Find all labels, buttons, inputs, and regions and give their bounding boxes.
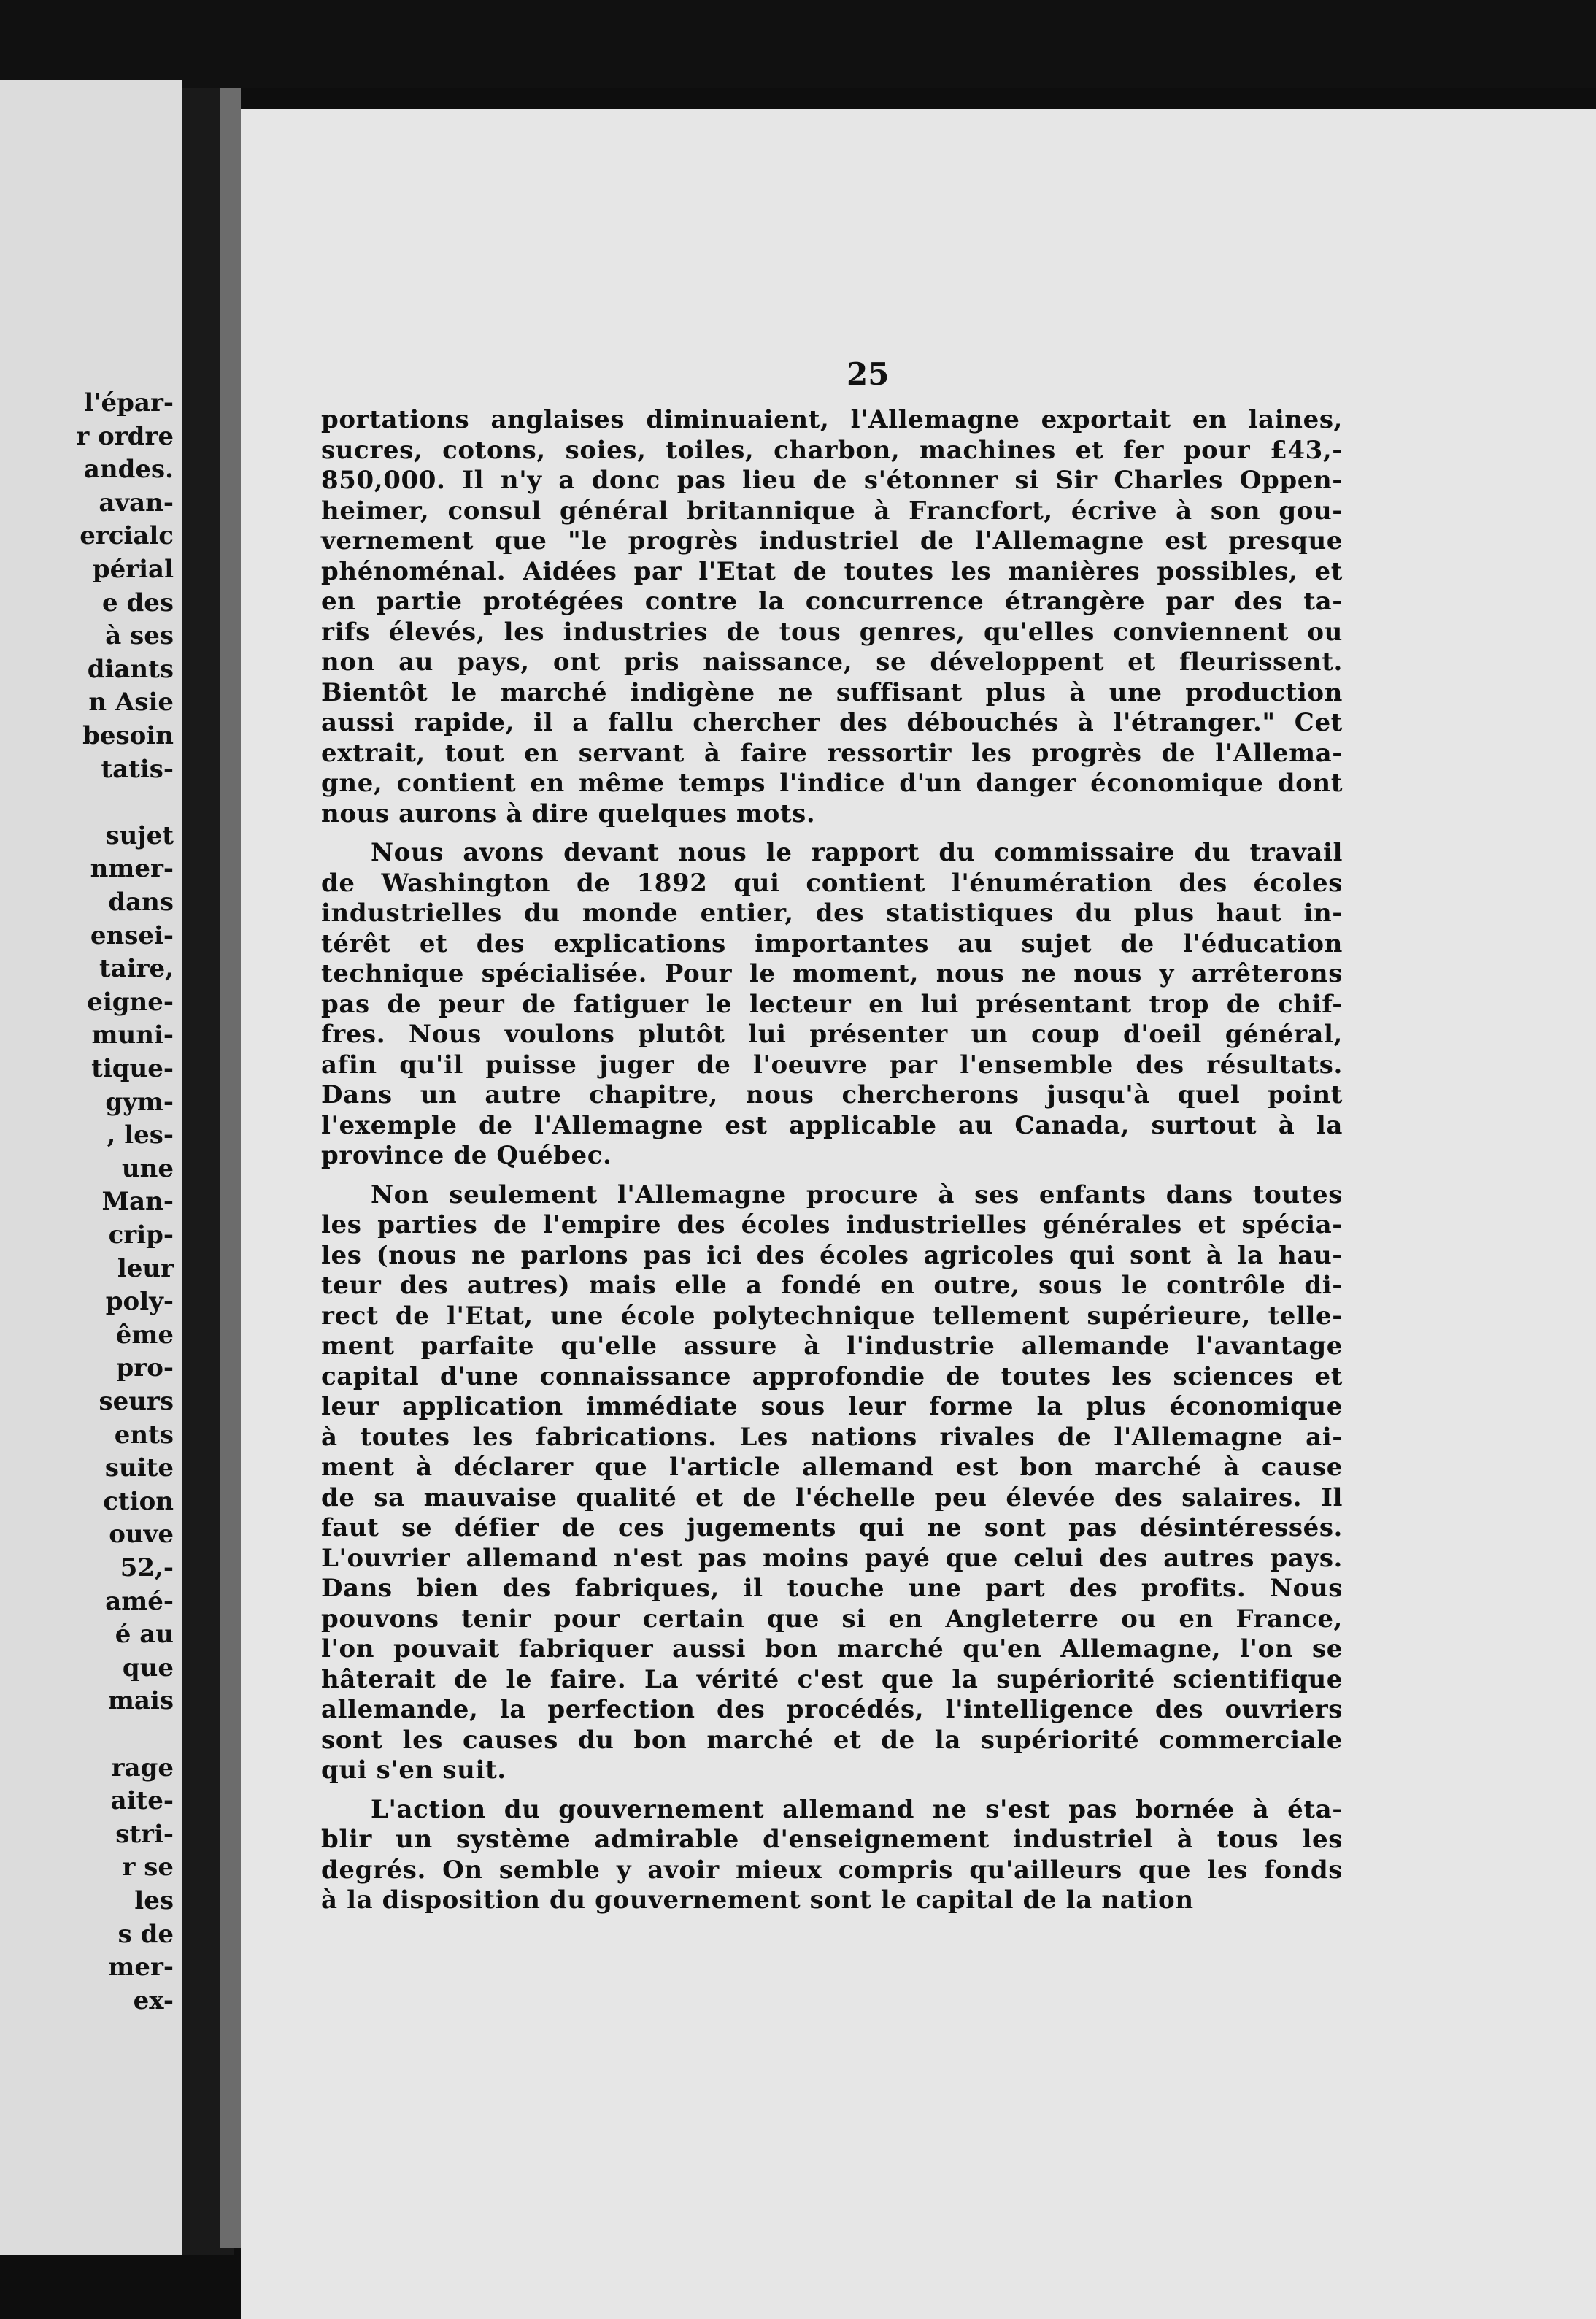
text-line: nous aurons à dire quelques mots.	[321, 799, 816, 828]
previous-page-line: diants	[87, 654, 174, 684]
previous-page-line: mais	[107, 1686, 174, 1716]
previous-page-line: nmer-	[90, 854, 174, 884]
previous-page-line: é au	[115, 1620, 174, 1650]
text-line: allemande, la perfection des procédés, l'intelligence des ouvriers	[321, 1695, 1343, 1724]
text-line: Dans un autre chapitre, nous chercherons jusqu'à quel point	[321, 1080, 1343, 1109]
previous-page-line: aite-	[110, 1786, 174, 1816]
text-line: portations anglaises diminuaient, l'Allemagne exportait en laines,	[321, 405, 1343, 434]
text-line: pas de peur de fatiguer le lecteur en lui présentant trop de chif-	[321, 989, 1343, 1019]
previous-page-line: ême	[115, 1320, 174, 1350]
previous-page-line: périal	[92, 555, 174, 584]
text-line: sont les causes du bon marché et de la supériorité commerciale	[321, 1725, 1343, 1755]
previous-page-line: ensei-	[90, 920, 174, 950]
previous-page-line: stri-	[115, 1819, 174, 1849]
text-line: pouvons tenir pour certain que si en Angleterre ou en France,	[321, 1604, 1343, 1634]
previous-page-line: les	[134, 1886, 174, 1915]
previous-page-line: s de	[117, 1919, 174, 1949]
text-line: aussi rapide, il a fallu chercher des débouchés à l'étranger." Cet	[321, 708, 1343, 737]
text-line: l'on pouvait fabriquer aussi bon marché qu'en Allemagne, l'on se	[321, 1634, 1343, 1664]
previous-page-line: ents	[114, 1420, 174, 1450]
paragraph	[321, 1795, 1343, 1916]
text-line: blir un système admirable d'enseignement industriel à tous les	[321, 1825, 1343, 1854]
text-line: degrés. On semble y avoir mieux compris qu'ailleurs que les fonds	[321, 1855, 1343, 1885]
text-line: hâterait de le faire. La vérité c'est que la supériorité scientifique	[321, 1664, 1343, 1694]
previous-page-line: r se	[122, 1853, 174, 1882]
previous-page-line: e des	[101, 588, 174, 618]
previous-page-line: sujet	[105, 820, 174, 850]
previous-page-line: 52,-	[120, 1553, 174, 1582]
text-line: afin qu'il puisse juger de l'oeuvre par l'ensemble des résultats.	[321, 1050, 1343, 1080]
previous-page-line: gym-	[105, 1087, 174, 1117]
page-body-text	[321, 405, 1343, 1916]
text-line: non au pays, ont pris naissance, se développent et fleurissent.	[321, 647, 1343, 677]
text-line: rifs élevés, les industries de tous genres, qu'elles conviennent ou	[321, 617, 1343, 647]
previous-page-line: mer-	[108, 1953, 174, 1983]
text-line: de sa mauvaise qualité et de l'échelle peu élevée des salaires. Il	[321, 1482, 1343, 1512]
previous-page-line: tique-	[91, 1054, 174, 1083]
text-line: Dans bien des fabriques, il touche une part des profits. Nous	[321, 1574, 1343, 1603]
previous-page-line: leur	[117, 1253, 174, 1283]
previous-page-line: r ordre	[76, 421, 174, 451]
previous-page-line: poly-	[105, 1287, 174, 1317]
text-line: L'ouvrier allemand n'est pas moins payé que celui des autres pays.	[321, 1543, 1343, 1573]
text-line: en partie protégées contre la concurrence étrangère par des ta-	[321, 587, 1343, 616]
paragraph	[321, 838, 1343, 1172]
previous-page-line: n Asie	[88, 688, 174, 718]
text-line: qui s'en suit.	[321, 1755, 506, 1785]
text-line: capital d'une connaissance approfondie de toutes les sciences et	[321, 1361, 1343, 1391]
text-line: heimer, consul général britannique à Francfort, écrive à son gou-	[321, 496, 1343, 526]
text-line: technique spécialisée. Pour le moment, nous ne nous y arrêterons	[321, 959, 1343, 988]
previous-page-line: une	[121, 1153, 174, 1183]
text-line: phénoménal. Aidées par l'Etat de toutes les manières possibles, et	[321, 556, 1343, 586]
text-line: teur des autres) mais elle a fondé en outre, sous le contrôle di-	[321, 1271, 1343, 1300]
text-line: l'exemple de l'Allemagne est applicable au Canada, surtout à la	[321, 1110, 1343, 1140]
previous-page-line: Man-	[101, 1187, 174, 1217]
gutter-shadow	[220, 88, 241, 2248]
text-line: L'action du gouvernement allemand ne s'est pas bornée à éta-	[371, 1794, 1343, 1824]
text-line: ment à déclarer que l'article allemand est bon marché à cause	[321, 1453, 1343, 1482]
previous-page-line: à ses	[105, 621, 174, 651]
previous-page-line: l'épar-	[84, 388, 174, 418]
previous-page-line: avan-	[99, 488, 174, 518]
previous-page-line: que	[122, 1653, 174, 1682]
text-line: rect de l'Etat, une école polytechnique tellement supérieure, telle-	[321, 1301, 1343, 1331]
previous-page-line: besoin	[82, 721, 174, 750]
previous-page-line: muni-	[91, 1020, 174, 1050]
previous-page-line: suite	[104, 1453, 174, 1483]
previous-page-line: crip-	[108, 1220, 174, 1250]
text-line: extrait, tout en servant à faire ressortir les progrès de l'Allema-	[321, 738, 1343, 768]
text-line: gne, contient en même temps l'indice d'un danger économique dont	[321, 769, 1343, 798]
previous-page-line: ercialc	[80, 521, 174, 551]
previous-page-line: tatis-	[101, 754, 174, 784]
previous-page-line: , les-	[107, 1120, 174, 1150]
page-number: 25	[847, 356, 890, 392]
text-line: Non seulement l'Allemagne procure à ses enfants dans toutes	[371, 1180, 1343, 1210]
previous-page-line: ouve	[109, 1520, 174, 1550]
text-line: les (nous ne parlons pas ici des écoles agricoles qui sont à la hau-	[321, 1240, 1343, 1270]
previous-page-fragment	[0, 80, 182, 2255]
text-line: leur application immédiate sous leur forme la plus économique	[321, 1392, 1343, 1421]
text-line: industrielles du monde entier, des statistiques du plus haut in-	[321, 899, 1343, 928]
text-line: Bientôt le marché indigène ne suffisant plus à une production	[321, 677, 1343, 707]
previous-page-line: pro-	[116, 1353, 174, 1383]
text-line: faut se défier de ces jugements qui ne sont pas désintéressés.	[321, 1513, 1343, 1542]
text-line: sucres, cotons, soies, toiles, charbon, machines et fer pour £43,-	[321, 435, 1343, 465]
text-line: à la disposition du gouvernement sont le capital de la nation	[321, 1885, 1194, 1915]
previous-page-line: rage	[111, 1753, 174, 1782]
paragraph	[321, 405, 1343, 829]
previous-page-line: amé-	[105, 1586, 174, 1616]
text-line: à toutes les fabrications. Les nations rivales de l'Allemagne ai-	[321, 1422, 1343, 1452]
previous-page-line: ex-	[133, 1985, 174, 2015]
previous-page-line: seurs	[99, 1387, 174, 1416]
text-line: fres. Nous voulons plutôt lui présenter un coup d'oeil général,	[321, 1020, 1343, 1049]
text-line: Nous avons devant nous le rapport du commissaire du travail	[371, 838, 1343, 867]
text-line: térêt et des explications importantes au sujet de l'éducation	[321, 928, 1343, 958]
text-line: vernement que "le progrès industriel de l'Allemagne est presque	[321, 526, 1343, 555]
text-line: 850,000. Il n'y a donc pas lieu de s'étonner si Sir Charles Oppen-	[321, 466, 1343, 495]
previous-page-line: andes.	[83, 455, 174, 485]
text-line: province de Québec.	[321, 1141, 612, 1170]
previous-page-line: dans	[108, 888, 174, 917]
paragraph	[321, 1180, 1343, 1786]
previous-page-line: taire,	[99, 954, 174, 984]
text-line: les parties de l'empire des écoles industrielles générales et spécia-	[321, 1210, 1343, 1239]
previous-page-line: ction	[103, 1486, 174, 1516]
text-line: de Washington de 1892 qui contient l'énumération des écoles	[321, 868, 1343, 898]
text-line: ment parfaite qu'elle assure à l'industrie allemande l'avantage	[321, 1331, 1343, 1361]
scan-border-top	[0, 0, 1596, 88]
previous-page-line: eigne-	[87, 987, 174, 1017]
